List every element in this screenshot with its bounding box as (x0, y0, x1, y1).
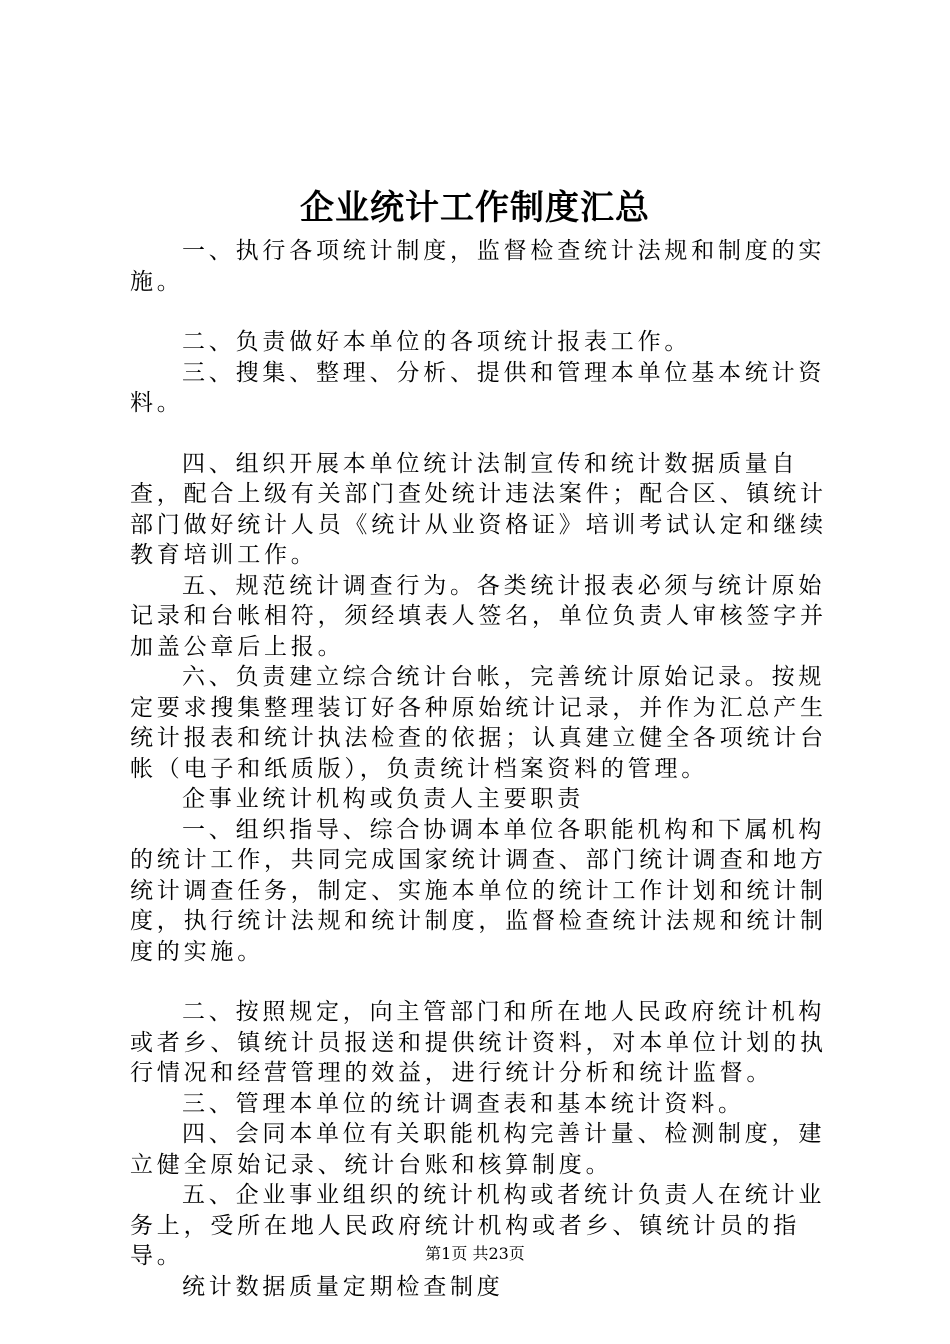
paragraph-6: 六、负责建立综合统计台帐，完善统计原始记录。按规定要求搜集整理装订好各种原始统计记录，并作为汇总产生统计报表和统计执法检查的依据；认真建立健全各项统计台帐（电子和纸质版），负责统计档案资料的管理。 (130, 664, 827, 782)
paragraph-1: 一、执行各项统计制度，监督检查统计法规和制度的实施。 (130, 238, 826, 295)
section-heading-quality: 统计数据质量定期检查制度 (182, 1273, 504, 1300)
paragraph-10: 四、会同本单位有关职能机构完善计量、检测制度，建立健全原始记录、统计台账和核算制度。 (130, 1121, 826, 1178)
document-body (130, 236, 850, 1302)
paragraph-9: 三、管理本单位的统计调查表和基本统计资料。 (182, 1090, 745, 1117)
paragraph-3: 三、搜集、整理、分析、提供和管理本单位基本统计资料。 (130, 359, 826, 416)
paragraph-4: 四、组织开展本单位统计法制宣传和统计数据质量自查，配合上级有关部门查处统计违法案件；配合区、镇统计部门做好统计人员《统计从业资格证》培训考试认定和继续教育培训工作。 (130, 450, 827, 568)
paragraph-2: 二、负责做好本单位的各项统计报表工作。 (182, 329, 692, 355)
paragraph-11: 五、企业事业组织的统计机构或者统计负责人在统计业务上，受所在地人民政府统计机构或者乡、镇统计员的指导。 (130, 1182, 826, 1269)
page-footer: 第1页 共23页 (425, 1244, 525, 1263)
section-heading-duties: 企事业统计机构或负责人主要职责 (182, 786, 584, 812)
paragraph-5: 五、规范统计调查行为。各类统计报表必须与统计原始记录和台帐相符，须经填表人签名，单位负责人审核签字并加盖公章后上报。 (130, 572, 827, 660)
paragraph-8: 二、按照规定，向主管部门和所在地人民政府统计机构或者乡、镇统计员报送和提供统计资料，对本单位计划的执行情况和经营管理的效益，进行统计分析和统计监督。 (130, 999, 827, 1086)
paragraph-7: 一、组织指导、综合协调本单位各职能机构和下属机构的统计工作，共同完成国家统计调查、部门统计调查和地方统计调查任务，制定、实施本单位的统计工作计划和统计制度，执行统计法规和统计制度，监督检查统计法规和统计制度的实施。 (130, 816, 827, 965)
document-title: 企业统计工作制度汇总 (300, 188, 650, 228)
